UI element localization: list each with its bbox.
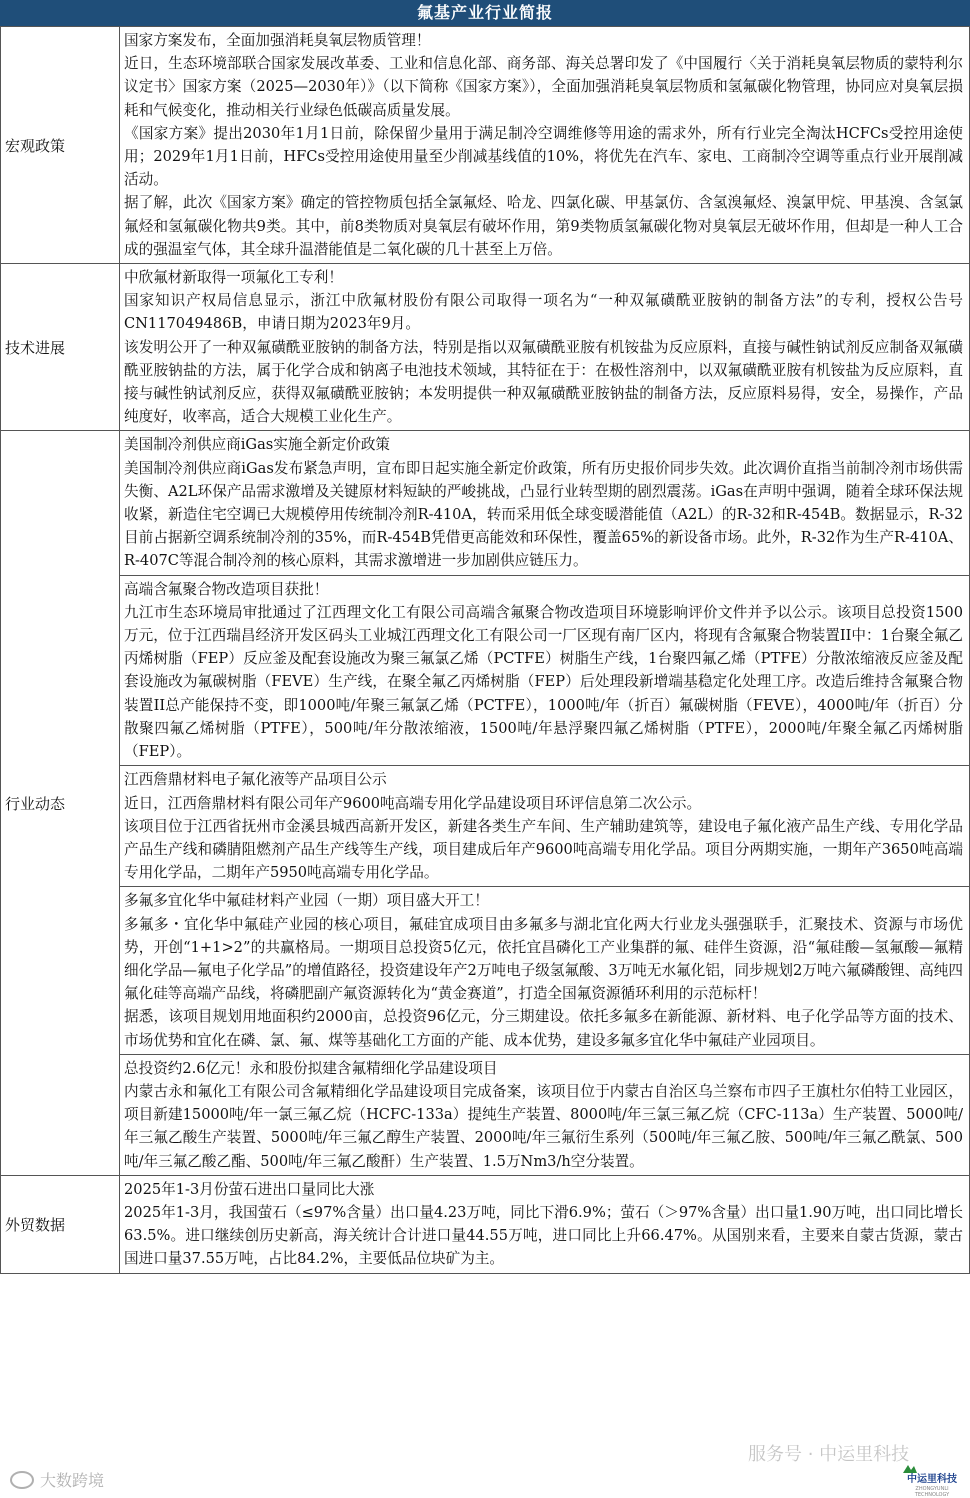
report-table — [0, 26, 970, 1274]
watermark-right: 服务号 · 中运里科技 — [748, 1444, 910, 1465]
report-title: 氟基产业行业简报 — [0, 0, 970, 26]
news-cell — [120, 264, 970, 431]
news-paragraph: 近日，生态环境部联合国家发展改革委、工业和信息化部、商务部、海关总署印发了《中国履行〈关于消耗臭氧层物质的蒙特利尔议定书〉国家方案（2025—2030年）》（以下简称《国家方案》），全面加强消耗臭氧层物质和氢氟碳化物管理，协同应对臭氧层损耗和气候变化，推动相关行业绿色低碳高质量发展。 — [124, 55, 963, 119]
news-paragraph: 《国家方案》提出2030年1月1日前，除保留少量用于满足制冷空调维修等用途的需求外，所有行业完全淘汰HCFCs受控用途使用；2029年1月1日前，HFCs受控用途使用量至少削减基线值的10%，将优先在汽车、家电、工商制冷空调等重点行业开展削减活动。 — [124, 124, 963, 189]
weibo-icon — [10, 1471, 34, 1489]
report-row — [1, 431, 970, 575]
news-paragraph: 据悉，该项目规划用地面积约2000亩，总投资96亿元，分三期建设。依托多氟多在新能源、新材料、电子化学品等方面的技术、市场优势和宜化在磷、氯、氟、煤等基础化工方面的产能、成本优势，建设多氟多宜化华中氟硅产业园项目。 — [124, 1008, 963, 1049]
news-cell — [120, 431, 970, 575]
news-paragraph: 近日，江西詹鼎材料有限公司年产9600吨高端专用化学品建设项目环评信息第二次公示。 — [124, 794, 702, 812]
news-cell — [120, 766, 970, 887]
news-cell — [120, 575, 970, 766]
logo-mark-icon — [902, 1464, 918, 1474]
category-cell: 行业动态 — [1, 431, 120, 1175]
news-paragraph: 国家知识产权局信息显示，浙江中欣氟材股份有限公司取得一项名为“一种双氟磺酰亚胺钠的制备方法”的专利，授权公告号CN117049486B，申请日期为2023年9月。 — [124, 292, 963, 333]
news-title: 多氟多宜化华中氟硅材料产业园（一期）项目盛大开工！ — [124, 892, 489, 910]
report-row — [1, 27, 970, 264]
news-cell — [120, 1054, 970, 1175]
news-paragraph: 2025年1-3月，我国萤石（≤97%含量）出口量4.23万吨，同比下滑6.9%；萤石（＞97%含量）出口量1.90万吨，出口同比增长63.5%。进口继续创历史新高，海关统计合计进口量44.55万吨，进口同比上升66.47%。从国别来看，主要来自蒙古货源，蒙古国进口量37.55万吨，占比84.2%，主要低品位块矿为主。 — [124, 1203, 963, 1268]
company-logo — [900, 1462, 964, 1498]
news-paragraph: 内蒙古永和氟化工有限公司含氟精细化学品建设项目完成备案，该项目位于内蒙古自治区乌兰察布市四子王旗杜尔伯特工业园区，项目新建15000吨/年一氯三氟乙烷（HCFC-133a）提纯生产装置、8000吨/年三氯三氟乙烷（CFC-113a）生产装置、5000吨/年三氟乙酸生产装置、5000吨/年三氟乙醇生产装置、2000吨/年三氟衍生系列（500吨/年三氟乙胺、500吨/年三氟乙酰氯、500吨/年三氟乙酸乙酯、500吨/年三氟乙酸酐）生产装置、1.5万Nm3/h空分装置。 — [124, 1082, 963, 1170]
watermark-left — [10, 1468, 104, 1491]
logo-subtitle: ZHONGYUNLI TECHNOLOGY — [914, 1486, 950, 1498]
report-row — [1, 887, 970, 1054]
watermark-left-text: 大数跨境 — [40, 1471, 105, 1490]
report-row — [1, 575, 970, 766]
report-row — [1, 1175, 970, 1273]
report-row — [1, 1054, 970, 1175]
category-cell: 外贸数据 — [1, 1175, 120, 1273]
news-title: 江西詹鼎材料电子氟化液等产品项目公示 — [124, 771, 387, 789]
category-cell: 宏观政策 — [1, 27, 120, 264]
news-cell — [120, 27, 970, 264]
news-title: 2025年1-3月份萤石进出口量同比大涨 — [124, 1180, 375, 1198]
category-cell: 技术进展 — [1, 264, 120, 431]
news-paragraph: 据了解，此次《国家方案》确定的管控物质包括全氯氟烃、哈龙、四氯化碳、甲基氯仿、含氢溴氟烃、溴氯甲烷、甲基溴、含氢氯氟烃和氢氟碳化物共9类。其中，前8类物质对臭氧层有破坏作用，第9类物质氢氟碳化物对臭氧层无破坏作用，但却是一种人工合成的强温室气体，其全球升温潜能值是二氧化碳的几十甚至上万倍。 — [124, 194, 963, 258]
news-paragraph: 九江市生态环境局审批通过了江西理文化工有限公司高端含氟聚合物改造项目环境影响评价文件并予以公示。该项目总投资1500万元，位于江西瑞昌经济开发区码头工业城江西理文化工有限公司一厂区现有南厂区内，将现有含氟聚合物装置II中：1台聚全氟乙丙烯树脂（FEP）反应釜及配套设施改为聚三氟氯乙烯（PCTFE）树脂生产线，1台聚四氟乙烯（PTFE）分散浓缩液反应釜及配套设施改为氟碳树脂（FEVE）生产线，在聚全氟乙丙烯树脂（FEP）后处理段新增端基稳定化处理工序。改造后维持含氟聚合物装置II总产能保持不变，即1000吨/年聚三氟氯乙烯（PCTFE），1000吨/年（折百）氟碳树脂（FEVE），4000吨/年（折百）分散聚四氟乙烯树脂（PTFE），500吨/年分散浓缩液，1500吨/年悬浮聚四氟乙烯树脂（PTFE），2000吨/年聚全氟乙丙烯树脂（FEP）。 — [124, 603, 963, 761]
news-title: 总投资约2.6亿元！永和股份拟建含氟精细化学品建设项目 — [124, 1059, 498, 1077]
report-row — [1, 264, 970, 431]
news-cell — [120, 887, 970, 1054]
news-title: 国家方案发布，全面加强消耗臭氧层物质管理！ — [124, 32, 431, 49]
news-title: 高端含氟聚合物改造项目获批！ — [124, 580, 329, 598]
news-paragraph: 该项目位于江西省抚州市金溪县城西高新开发区，新建各类生产车间、生产辅助建筑等，建设电子氟化液产品生产线、专用化学品产品生产线和磷腈阻燃剂产品生产线等生产线，项目建成后年产9600吨高端专用化学品。项目分两期实施，一期年产3650吨高端专用化学品，二期年产5950吨高端专用化学品。 — [124, 817, 963, 882]
news-paragraph: 多氟多・宜化华中氟硅产业园的核心项目，氟硅宜成项目由多氟多与湖北宜化两大行业龙头强强联手，汇聚技术、资源与市场优势，开创“1+1>2”的共赢格局。一期项目总投资5亿元，依托宜昌磷化工产业集群的氟、硅伴生资源，沿“氟硅酸—氢氟酸—氟精细化学品—氟电子化学品”的增值路径，投资建设年产2万吨电子级氢氟酸、3万吨无水氟化铝，同步规划2万吨六氟磷酸锂、高纯四氟化硅等高端产品线，将磷肥副产氟资源转化为“黄金赛道”，打造全国氟资源循环利用的示范标杆！ — [124, 915, 963, 1003]
news-title: 中欣氟材新取得一项氟化工专利！ — [124, 269, 343, 287]
news-cell — [120, 1175, 970, 1273]
news-title: 美国制冷剂供应商iGas实施全新定价政策 — [124, 436, 391, 454]
report-row — [1, 766, 970, 887]
news-paragraph: 美国制冷剂供应商iGas发布紧急声明，宣布即日起实施全新定价政策，所有历史报价同步失效。此次调价直指当前制冷剂市场供需失衡、A2L环保产品需求激增及关键原材料短缺的严峻挑战，凸显行业转型期的剧烈震荡。iGas在声明中强调，随着全球环保法规收紧，新造住宅空调已大规模停用传统制冷剂R-410A，转而采用低全球变暖潜能值（A2L）的R-32和R-454B。数据显示，R-32目前占据新空调系统制冷剂的35%，而R-454B凭借更高能效和环保性，覆盖65%的新设备市场。此外，R-32作为生产R-410A、R-407C等混合制冷剂的核心原料，其需求激增进一步加剧供应链压力。 — [124, 459, 963, 570]
logo-name: 中运里科技 — [907, 1474, 957, 1485]
news-paragraph: 该发明公开了一种双氟磺酰亚胺钠的制备方法，特别是指以双氟磺酰亚胺有机铵盐为反应原料，直接与碱性钠试剂反应制备双氟磺酰亚胺钠盐的方法，属于化学合成和钠离子电池技术领域，其特征在于：在极性溶剂中，以双氟磺酰亚胺有机铵盐为反应原料，直接与碱性钠试剂反应，获得双氟磺酰亚胺钠；本发明提供一种双氟磺酰亚胺钠盐的制备方法，反应原料易得，安全，易操作，产品纯度好，收率高，适合大规模工业化生产。 — [124, 338, 963, 426]
